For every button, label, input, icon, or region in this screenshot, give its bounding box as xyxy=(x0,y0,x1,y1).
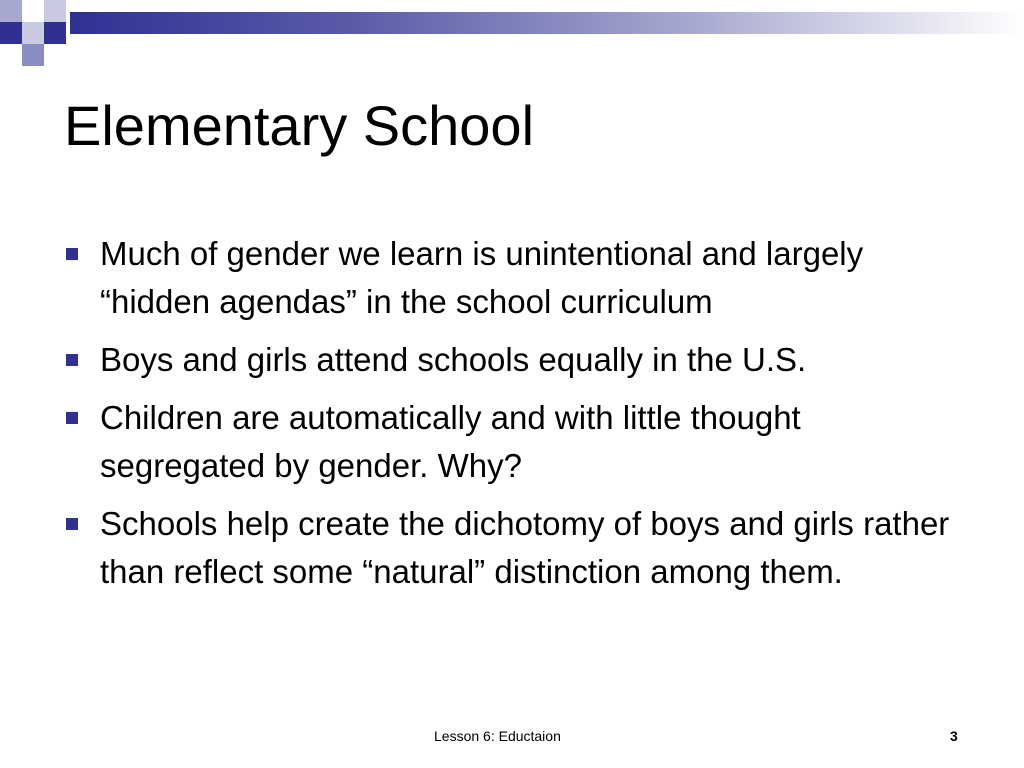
deco-square xyxy=(22,44,44,66)
square-bullet-icon xyxy=(66,518,78,530)
slide-title: Elementary School xyxy=(64,94,535,157)
bullet-text: Schools help create the dichotomy of boys and girls rather than reflect some “natural” distinction among them. xyxy=(100,505,950,590)
deco-square xyxy=(0,0,22,22)
footer-lesson-label: Lesson 6: Eductaion xyxy=(434,728,561,744)
square-bullet-icon xyxy=(66,354,78,366)
deco-square xyxy=(22,0,44,22)
bullet-text: Boys and girls attend schools equally in the U.S. xyxy=(100,341,807,378)
page-number: 3 xyxy=(950,728,958,744)
bullet-text: Children are automatically and with little thought segregated by gender. Why? xyxy=(100,399,801,484)
deco-square xyxy=(44,22,66,44)
bullet-text: Much of gender we learn is unintentional and largely “hidden agendas” in the school curriculum xyxy=(100,235,864,320)
bullet-item xyxy=(64,336,974,384)
bullet-item xyxy=(64,500,974,596)
bullet-item xyxy=(64,394,974,490)
deco-square xyxy=(0,22,22,44)
bullet-list xyxy=(64,230,974,606)
bullet-item xyxy=(64,230,974,326)
gradient-bar xyxy=(70,12,1024,34)
deco-square xyxy=(22,22,44,44)
square-bullet-icon xyxy=(66,412,78,424)
square-bullet-icon xyxy=(66,248,78,260)
deco-square xyxy=(44,0,66,22)
